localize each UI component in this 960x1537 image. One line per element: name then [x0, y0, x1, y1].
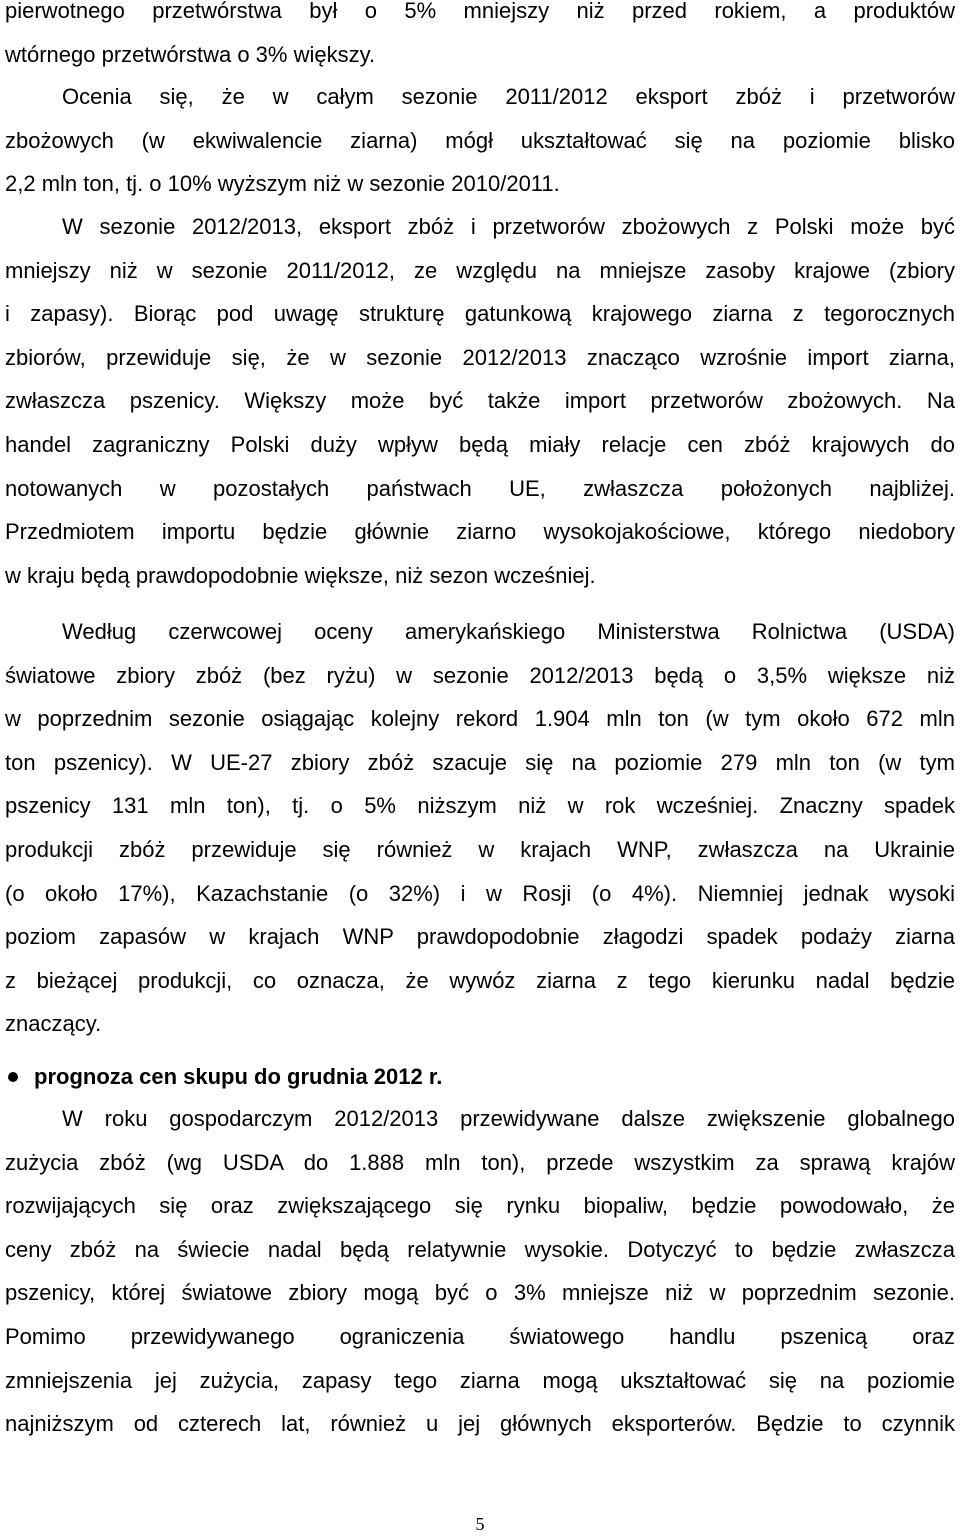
text-line: W roku gospodarczym 2012/2013 przewidywane dalsze zwiększenie globalnego — [62, 1106, 955, 1131]
text-line: Pomimo przewidywanego ograniczenia światowego handlu pszenicą oraz — [5, 1323, 955, 1349]
text-line: ton pszenicy). W UE-27 zbiory zbóż szacuje się na poziomie 279 mln ton (w tym — [5, 749, 955, 775]
text-line: W sezonie 2012/2013, eksport zbóż i przetworów zbożowych z Polski może być — [62, 214, 955, 239]
text-line: wtórnego przetwórstwa o 3% większy. — [5, 41, 376, 67]
text-line: mniejszy niż w sezonie 2011/2012, ze względu na mniejsze zasoby krajowe (zbiory — [5, 257, 955, 283]
text-line: pierwotnego przetwórstwa był o 5% mniejszy niż przed rokiem, a produktów — [5, 0, 955, 23]
text-line: z bieżącej produkcji, co oznacza, że wywóz ziarna z tego kierunku nadal będzie — [5, 967, 955, 993]
text-line: zmniejszenia jej zużycia, zapasy tego ziarna mogą ukształtować się na poziomie — [5, 1367, 955, 1393]
page-number: 5 — [475, 1514, 485, 1534]
text-line: (o około 17%), Kazachstanie (o 32%) i w Rosji (o 4%). Niemniej jednak wysoki — [5, 880, 955, 906]
text-line: Ocenia się, że w całym sezonie 2011/2012 eksport zbóż i przetworów — [62, 84, 955, 109]
text-line: ceny zbóż na świecie nadal będą relatywnie wysokie. Dotyczyć to będzie zwłaszcza — [5, 1236, 955, 1262]
bullet-heading-text: prognoza cen skupu do grudnia 2012 r. — [34, 1064, 443, 1089]
paragraph-usda-assessment — [5, 610, 955, 1046]
text-line: poziom zapasów w krajach WNP prawdopodobnie złagodzi spadek podaży ziarna — [5, 924, 955, 950]
paragraph-season-2012-2013 — [5, 205, 955, 597]
text-line: notowanych w pozostałych państwach UE, zwłaszcza położonych najbliżej. — [5, 475, 955, 501]
text-line: zbiorów, przewiduje się, że w sezonie 2012/2013 znacząco wzrośnie import ziarna, — [5, 344, 955, 370]
text-line: Według czerwcowej oceny amerykańskiego Ministerstwa Rolnictwa (USDA) — [62, 619, 955, 644]
text-line: zużycia zbóż (wg USDA do 1.888 mln ton), przede wszystkim za sprawą krajów — [5, 1149, 955, 1175]
text-line: Przedmiotem importu będzie głównie ziarno wysokojakościowe, którego niedobory — [5, 519, 955, 545]
text-line: 2,2 mln ton, tj. o 10% wyższym niż w sezonie 2010/2011. — [5, 171, 560, 197]
text-line: pszenicy, której światowe zbiory mogą być o 3% mniejsze niż w poprzednim sezonie. — [5, 1280, 955, 1306]
bullet-icon — [8, 1072, 18, 1082]
text-line: światowe zbiory zbóż (bez ryżu) w sezonie 2012/2013 będą o 3,5% większe niż — [5, 662, 955, 688]
text-line: w kraju będą prawdopodobnie większe, niż sezon wcześniej. — [5, 562, 596, 588]
text-line: znaczący. — [5, 1011, 102, 1037]
text-line: produkcji zbóż przewiduje się również w krajach WNP, zwłaszcza na Ukrainie — [5, 836, 955, 862]
text-line: zbożowych (w ekwiwalencie ziarna) mógł ukształtować się na poziomie blisko — [5, 127, 955, 153]
text-line: zwłaszcza pszenicy. Większy może być także import przetworów zbożowych. Na — [5, 388, 955, 414]
text-line: pszenicy 131 mln ton), tj. o 5% niższym niż w rok wcześniej. Znaczny spadek — [5, 793, 955, 819]
text-line: i zapasy). Biorąc pod uwagę strukturę gatunkową krajowego ziarna z tegorocznych — [5, 301, 955, 327]
paragraph-price-forecast — [5, 1097, 955, 1446]
paragraph-export-estimate — [5, 75, 955, 206]
text-line: rozwijających się oraz zwiększającego się rynku biopaliw, będzie powodowało, że — [5, 1193, 955, 1219]
text-line: najniższym od czterech lat, również u jej głównych eksporterów. Będzie to czynnik — [5, 1411, 955, 1437]
text-line: handel zagraniczny Polski duży wpływ będą miały relacje cen zbóż krajowych do — [5, 431, 955, 457]
paragraph-continuation — [5, 0, 955, 76]
text-line: w poprzednim sezonie osiągając kolejny rekord 1.904 mln ton (w tym około 672 mln — [5, 706, 955, 732]
